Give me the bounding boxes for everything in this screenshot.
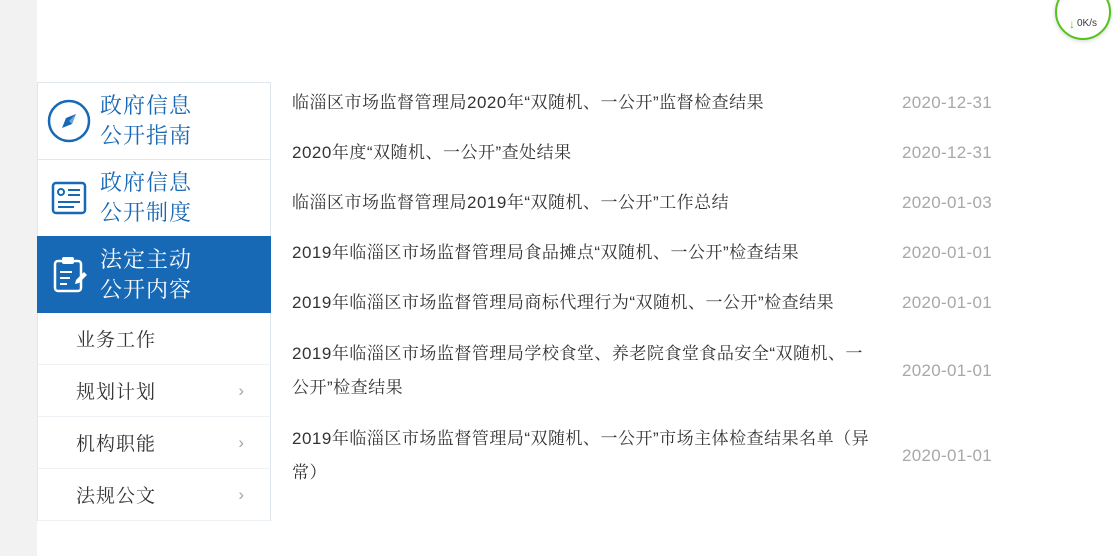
article-title[interactable]: 2019年临淄区市场监督管理局商标代理行为“双随机、一公开”检查结果 [292,293,835,312]
article-date: 2020-12-31 [902,143,992,162]
list-item[interactable] [292,328,992,413]
list-item[interactable] [292,228,992,278]
article-title[interactable]: 2019年临淄区市场监督管理局“双随机、一公开”市场主体检查结果名单（异常） [292,428,870,482]
article-date: 2020-01-03 [902,193,992,212]
sidebar-sub-list [37,313,271,521]
sidebar-card-title [100,168,192,228]
chevron-right-icon: › [238,433,244,452]
chevron-right-icon: › [238,381,244,400]
network-speed-value: 0K/s [1076,18,1097,29]
article-date: 2020-01-01 [902,243,992,262]
sidebar-item-organization-functions[interactable] [38,417,270,469]
list-item[interactable] [292,278,992,328]
sidebar-item-label: 机构职能 [76,434,157,455]
article-title[interactable]: 2019年临淄区市场监督管理局食品摊点“双随机、一公开”检查结果 [292,243,800,262]
article-title[interactable]: 临淄区市场监督管理局2019年“双随机、一公开”工作总结 [292,193,730,212]
sidebar-card-line1: 政府信息 [100,170,193,195]
compass-icon [38,98,100,144]
sidebar-item-label: 业务工作 [76,330,157,351]
sidebar-card-line2: 公开制度 [100,200,193,225]
sidebar-item-label: 法规公文 [76,486,157,507]
list-item[interactable] [292,413,992,498]
sidebar [37,82,271,521]
article-list [292,78,992,498]
list-item[interactable] [292,78,992,128]
network-speed-content [1069,18,1097,29]
article-date: 2020-01-01 [902,360,992,380]
article-date: 2020-01-01 [902,293,992,312]
article-title[interactable]: 2019年临淄区市场监督管理局学校食堂、养老院食堂食品安全“双随机、一公开”检查结果 [292,343,863,397]
list-item[interactable] [292,178,992,228]
sidebar-card-government-info-system[interactable] [37,159,271,236]
list-item[interactable] [292,128,992,178]
sidebar-card-line2: 公开内容 [100,277,193,302]
sidebar-card-line1: 政府信息 [100,93,193,118]
sidebar-card-line1: 法定主动 [100,247,193,272]
document-list-icon [38,175,100,221]
sidebar-card-title [100,91,192,151]
sidebar-item-label: 规划计划 [76,382,157,403]
clipboard-edit-icon [38,252,100,298]
sidebar-item-regulations-documents[interactable] [38,469,270,521]
sidebar-card-statutory-disclosure[interactable] [37,236,271,313]
article-title[interactable]: 2020年度“双随机、一公开”查处结果 [292,143,572,162]
sidebar-item-business-work[interactable] [38,313,270,365]
sidebar-card-government-info-guide[interactable] [37,82,271,159]
sidebar-card-title [100,245,192,305]
chevron-right-icon: › [238,485,244,504]
sidebar-card-line2: 公开指南 [100,123,193,148]
article-date: 2020-12-31 [902,93,992,112]
article-title[interactable]: 临淄区市场监督管理局2020年“双随机、一公开”监督检查结果 [292,93,765,112]
sidebar-item-planning[interactable] [38,365,270,417]
download-arrow-icon: ↓ [1068,16,1075,31]
article-date: 2020-01-01 [902,445,992,465]
left-gutter [0,0,37,556]
